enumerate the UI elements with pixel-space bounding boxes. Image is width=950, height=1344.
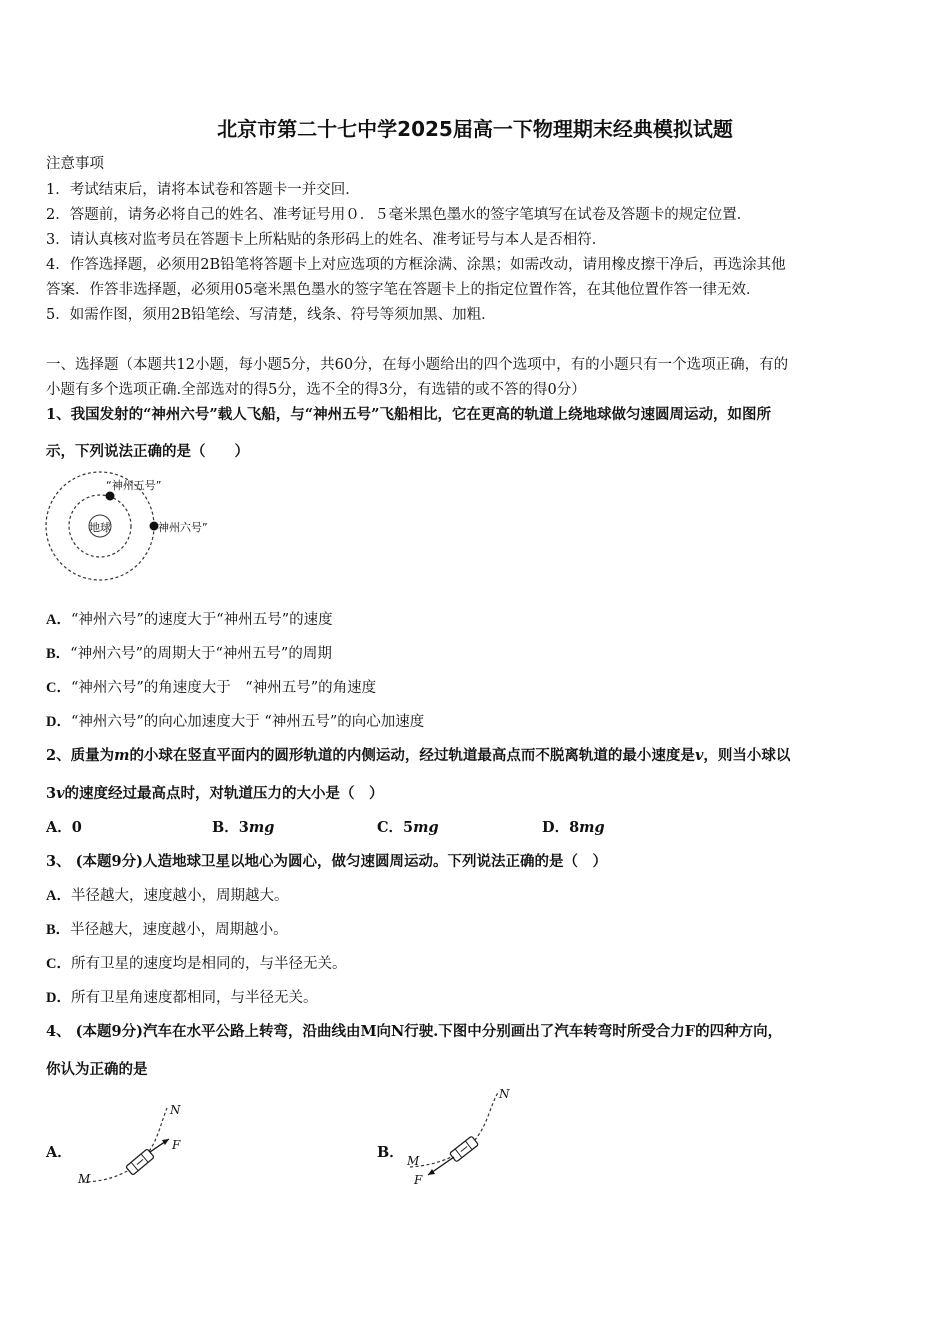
q2-var-m: m xyxy=(114,747,130,764)
notice-item: 4．作答选择题，必须用2B铅笔将答题卡上对应选项的方框涂满、涂黑；如需改动，请用橡皮擦干净后，再选涂其他 xyxy=(46,257,786,273)
q3-option-c[interactable] xyxy=(46,952,346,973)
q2-option-a[interactable] xyxy=(46,816,82,837)
option-unit: mg xyxy=(248,819,275,836)
option-label: C． xyxy=(46,680,71,696)
q4-option-a[interactable]: A． xyxy=(46,1144,72,1161)
earth-label: 地球 xyxy=(89,521,111,534)
q1-stem: 1、我国发射的“神州六号”载人飞船，与“神州五号”飞船相比，它在更高的轨道上绕地球做匀速圆周运动，如图所 xyxy=(46,406,771,423)
option-label: C． xyxy=(46,956,71,972)
option-text: 半径越大，速度越小，周期越小。 xyxy=(70,922,288,938)
option-text: “神州六号”的周期大于“神州五号”的周期 xyxy=(70,646,332,662)
option-text: “神州六号”的速度大于“神州五号”的速度 xyxy=(70,612,333,628)
section-instructions: 小题有多个选项正确.全部选对的得5分，选不全的得3分，有选错的或不答的得0分） xyxy=(46,382,586,398)
option-label: D． xyxy=(542,819,570,836)
q2-text: ，则当小球以 xyxy=(703,747,791,764)
notice-item: 3．请认真核对监考员在答题卡上所粘贴的条形码上的姓名、准考证号与本人是否相符． xyxy=(46,232,607,248)
q1-option-b[interactable] xyxy=(46,642,332,663)
option-label: B． xyxy=(46,646,71,662)
q4-option-b[interactable]: B． xyxy=(377,1144,404,1161)
q2-text: 3 xyxy=(46,785,57,802)
option-value: 8 xyxy=(569,819,580,836)
q4-stem: 你认为正确的是 xyxy=(46,1061,148,1078)
option-text: 半径越大，速度越小，周期越大。 xyxy=(70,888,289,904)
q2-option-c[interactable] xyxy=(377,816,439,837)
label-m: M xyxy=(78,1172,91,1186)
shenzhou5-label: “神州五号” xyxy=(106,479,162,492)
notice-item: 5．如需作图，须用2B铅笔绘、写清楚，线条、符号等须加黑、加粗． xyxy=(46,307,496,323)
label-m: M xyxy=(407,1154,420,1168)
page-title: 北京市第二十七中学2025届高一下物理期末经典模拟试题 xyxy=(217,117,733,141)
option-value: 3 xyxy=(238,819,249,836)
q2-var-v: v xyxy=(694,747,704,764)
q2-stem xyxy=(46,782,384,803)
q2-text: 的小球在竖直平面内的圆形轨道的内侧运动，经过轨道最高点而不脱离轨道的最小速度是 xyxy=(129,747,695,764)
q1-option-d[interactable] xyxy=(46,710,424,731)
q2-stem xyxy=(46,744,790,765)
notice-item: 答案．作答非选择题，必须用05毫米黑色墨水的签字笔在答题卡上的指定位置作答，在其他位置作答一律无效． xyxy=(46,282,761,298)
option-value: 0 xyxy=(71,819,82,836)
label-f: F xyxy=(414,1173,423,1187)
q3-option-b[interactable] xyxy=(46,918,288,939)
q2-option-b[interactable] xyxy=(212,816,274,837)
option-unit: mg xyxy=(413,819,439,836)
option-label: B． xyxy=(46,922,71,938)
q3-option-a[interactable] xyxy=(46,884,288,905)
option-unit: mg xyxy=(579,819,605,836)
notice-heading: 注意事项 xyxy=(46,156,104,172)
q2-text: 2、质量为 xyxy=(46,747,115,764)
section-instructions: 一、选择题（本题共12小题，每小题5分，共60分，在每小题给出的四个选项中，有的小题只有一个选项正确，有的 xyxy=(46,357,789,373)
q3-stem: 3、 (本题9分)人造地球卫星以地心为圆心，做匀速圆周运动。下列说法正确的是（ ） xyxy=(46,853,607,870)
option-label: A． xyxy=(46,888,71,904)
notice-item: 1．考试结束后，请将本试卷和答题卡一并交回． xyxy=(46,182,360,198)
option-label: C． xyxy=(377,819,404,836)
q1-option-a[interactable] xyxy=(46,608,333,629)
label-n: N xyxy=(499,1087,510,1101)
label-f: F xyxy=(172,1138,181,1152)
q2-var-v: v xyxy=(56,785,65,802)
q1-stem: 示，下列说法正确的是（ ） xyxy=(46,443,249,460)
option-text: “神州六号”的角速度大于 “神州五号”的角速度 xyxy=(70,680,377,696)
shenzhou6-label: 神州六号” xyxy=(158,521,208,534)
q1-option-c[interactable] xyxy=(46,676,376,697)
option-label: A． xyxy=(46,819,72,836)
notice-item: 2．答题前，请务必将自己的姓名、准考证号用０．５毫米黑色墨水的签字笔填写在试卷及答题卡的规定位置． xyxy=(46,207,752,223)
option-text: 所有卫星角速度都相同，与半径无关。 xyxy=(70,990,318,1006)
option-value: 5 xyxy=(403,819,414,836)
option-label: B． xyxy=(212,819,239,836)
q4-stem: 4、 (本题9分)汽车在水平公路上转弯，沿曲线由M向N行驶.下图中分别画出了汽车转弯时所受合力F的四种方向， xyxy=(46,1023,783,1040)
label-n: N xyxy=(170,1103,181,1117)
q2-option-d[interactable] xyxy=(542,816,605,837)
option-label: D． xyxy=(46,714,71,730)
option-text: “神州六号”的向心加速度大于 “神州五号”的向心加速度 xyxy=(70,714,425,730)
car-turn-figure-a xyxy=(72,1100,202,1195)
option-text: 所有卫星的速度均是相同的，与半径无关。 xyxy=(70,956,347,972)
option-label: D． xyxy=(46,990,71,1006)
q2-text: 的速度经过最高点时，对轨道压力的大小是（ ） xyxy=(64,785,384,802)
q3-option-d[interactable] xyxy=(46,986,317,1007)
option-label: A． xyxy=(46,612,71,628)
